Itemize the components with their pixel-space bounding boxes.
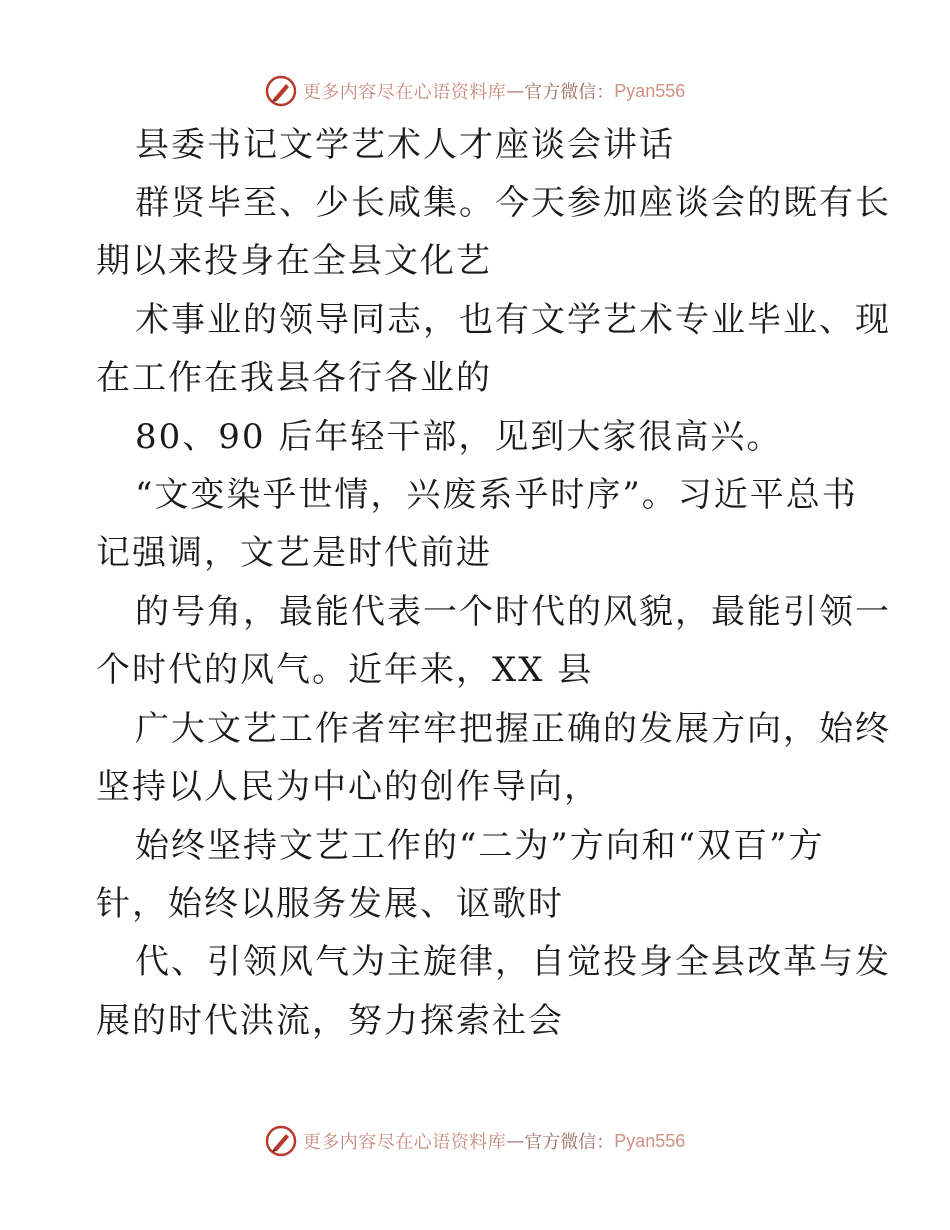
text-line: 始终坚持文艺工作的“二为”方向和“双百”方 (135, 826, 825, 866)
text-line: 术事业的领导同志，也有文学艺术专业毕业、现 (135, 300, 891, 340)
banner-wechat-label: 官方微信： (524, 1132, 615, 1153)
text-line: 代、引领风气为主旋律，自觉投身全县改革与发 (135, 942, 891, 982)
document-title: 县委书记文学艺术人才座谈会讲话 (135, 125, 675, 165)
banner-wechat-label: 官方微信： (524, 82, 615, 103)
text-line: “文变染乎世情，兴废系乎时序”。习近平总书 (135, 475, 858, 515)
banner-wechat-account: Pyan556 (614, 1130, 686, 1151)
text-line: 针，始终以服务发展、讴歌时 (96, 884, 564, 924)
banner-main-text: 更多内容尽在心语资料库 (302, 82, 507, 103)
banner-dash: — (506, 80, 525, 102)
text-line: 坚持以人民为中心的创作导向， (96, 767, 600, 807)
text-line: 的号角，最能代表一个时代的风貌，最能引领一 (135, 592, 891, 632)
text-line: 记强调，文艺是时代前进 (96, 533, 492, 573)
pen-logo-icon (265, 75, 297, 107)
banner-dash: — (506, 1130, 525, 1152)
banner-main-text: 更多内容尽在心语资料库 (302, 1132, 507, 1153)
text-line: 个时代的风气。近年来，XX 县 (96, 650, 594, 690)
header-banner (0, 71, 950, 111)
text-line: 期以来投身在全县文化艺 (96, 241, 492, 281)
pen-logo-icon (265, 1125, 297, 1157)
text-line: 展的时代洪流，努力探索社会 (96, 1001, 564, 1041)
footer-banner (0, 1121, 950, 1161)
banner-wechat-account: Pyan556 (614, 80, 686, 101)
text-line: 群贤毕至、少长咸集。今天参加座谈会的既有长 (135, 183, 891, 223)
text-line: 在工作在我县各行各业的 (96, 358, 492, 398)
text-line: 广大文艺工作者牢牢把握正确的发展方向，始终 (135, 709, 891, 749)
text-line: 80、90 后年轻干部，见到大家很高兴。 (135, 417, 783, 457)
